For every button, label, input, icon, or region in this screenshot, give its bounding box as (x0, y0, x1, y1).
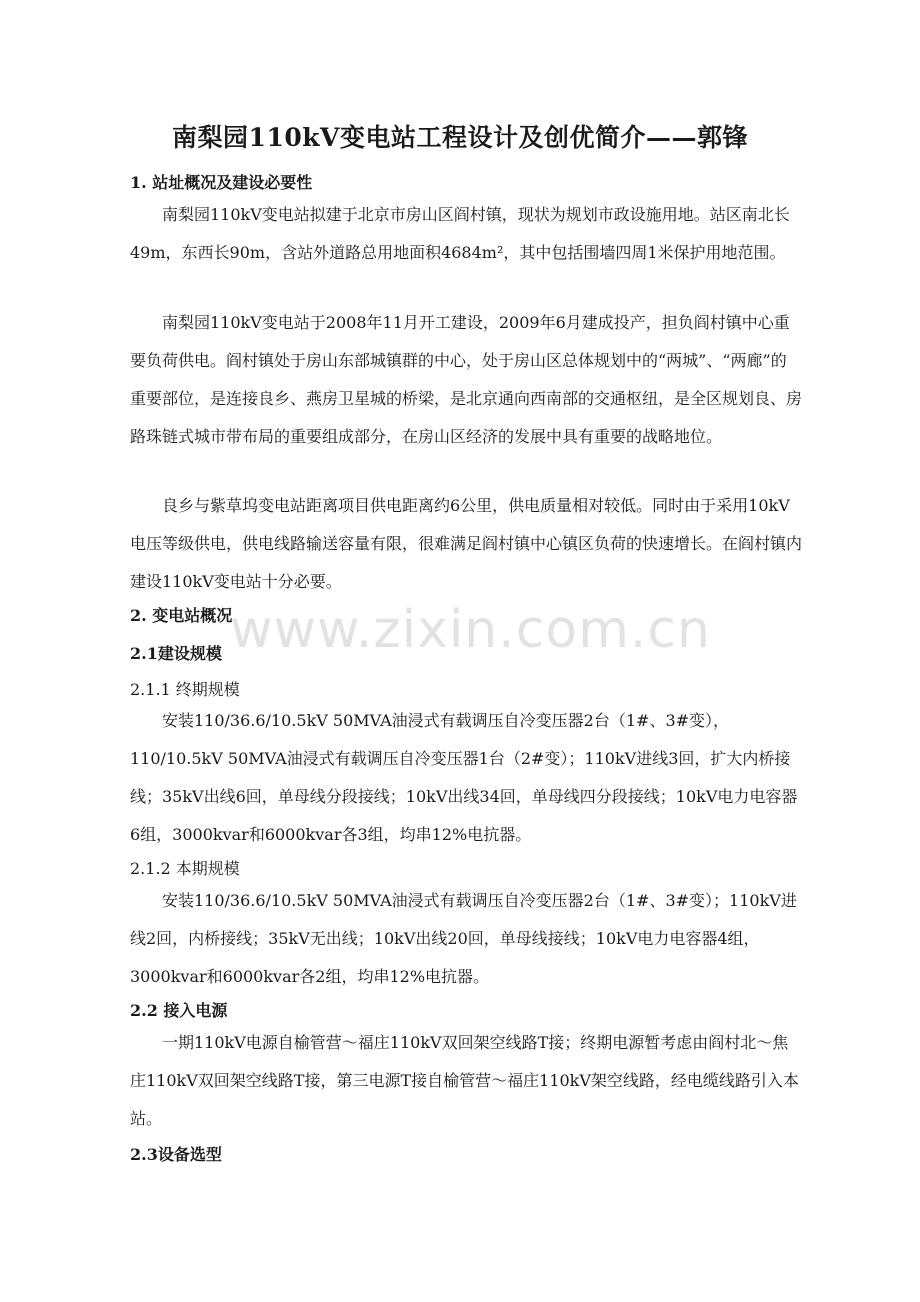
section-1-paragraph-1: 南梨园110kV变电站拟建于北京市房山区阎村镇，现状为规划市政设施用地。站区南北长49m，东西长90m，含站外道路总用地面积4684m²，其中包括围墙四周1米保护用地范围。 (130, 205, 790, 262)
watermark: www.zixin.com.cn (230, 600, 711, 660)
section-1-paragraph-2: 南梨园110kV变电站于2008年11月开工建设，2009年6月建成投产，担负阎村镇中心重要负荷供电。阎村镇处于房山东部城镇群的中心，处于房山区总体规划中的“两城”、“两廊”的重要部位，是连接良乡、燕房卫星城的桥梁，是北京通向西南部的交通枢纽，是全区规划良、房路珠链式城市带布局的重要组成部分，在房山区经济的发展中具有重要的战略地位。 (130, 313, 803, 446)
section-2-heading: 2. 变电站概况 (130, 606, 233, 625)
section-2-1-2-heading: 2.1.2 本期规模 (130, 859, 240, 878)
section-2-1-1-heading: 2.1.1 终期规模 (130, 680, 240, 699)
section-2-3-heading: 2.3设备选型 (130, 1145, 222, 1164)
section-1-paragraph-3: 良乡与紫草坞变电站距离项目供电距离约6公里，供电质量相对较低。同时由于采用10kV电压等级供电，供电线路输送容量有限，很难满足阎村镇中心镇区负荷的快速增长。在阎村镇内建设110kV变电站十分必要。 (130, 496, 803, 591)
section-2-1-heading: 2.1建设规模 (130, 644, 222, 663)
section-2-1-1-paragraph: 安装110/36.6/10.5kV 50MVA油浸式有载调压自冷变压器2台（1#、3#变），110/10.5kV 50MVA油浸式有载调压自冷变压器1台（2#变）；110kV进线3回，扩大内桥接线；35kV出线6回，单母线分段接线；10kV出线34回，单母线四分段接线；10kV电力电容器6组，3000kvar和6000kvar各3组，均串12%电抗器。 (130, 711, 798, 844)
section-2-2-paragraph: 一期110kV电源自榆管营～福庄110kV双回架空线路T接；终期电源暂考虑由阎村北～焦庄110kV双回架空线路T接，第三电源T接自榆管营～福庄110kV架空线路，经电缆线路引入本站。 (130, 1033, 799, 1128)
section-1-heading: 1. 站址概况及建设必要性 (130, 173, 313, 192)
section-2-2-heading: 2.2 接入电源 (130, 1001, 228, 1020)
document-title: 南梨园110kV变电站工程设计及创优简介——郭锋 (172, 123, 748, 152)
section-2-1-2-paragraph: 安装110/36.6/10.5kV 50MVA油浸式有载调压自冷变压器2台（1#、3#变）；110kV进线2回，内桥接线；35kV无出线；10kV出线20回，单母线接线；10kV电力电容器4组，3000kvar和6000kvar各2组，均串12%电抗器。 (130, 891, 797, 986)
